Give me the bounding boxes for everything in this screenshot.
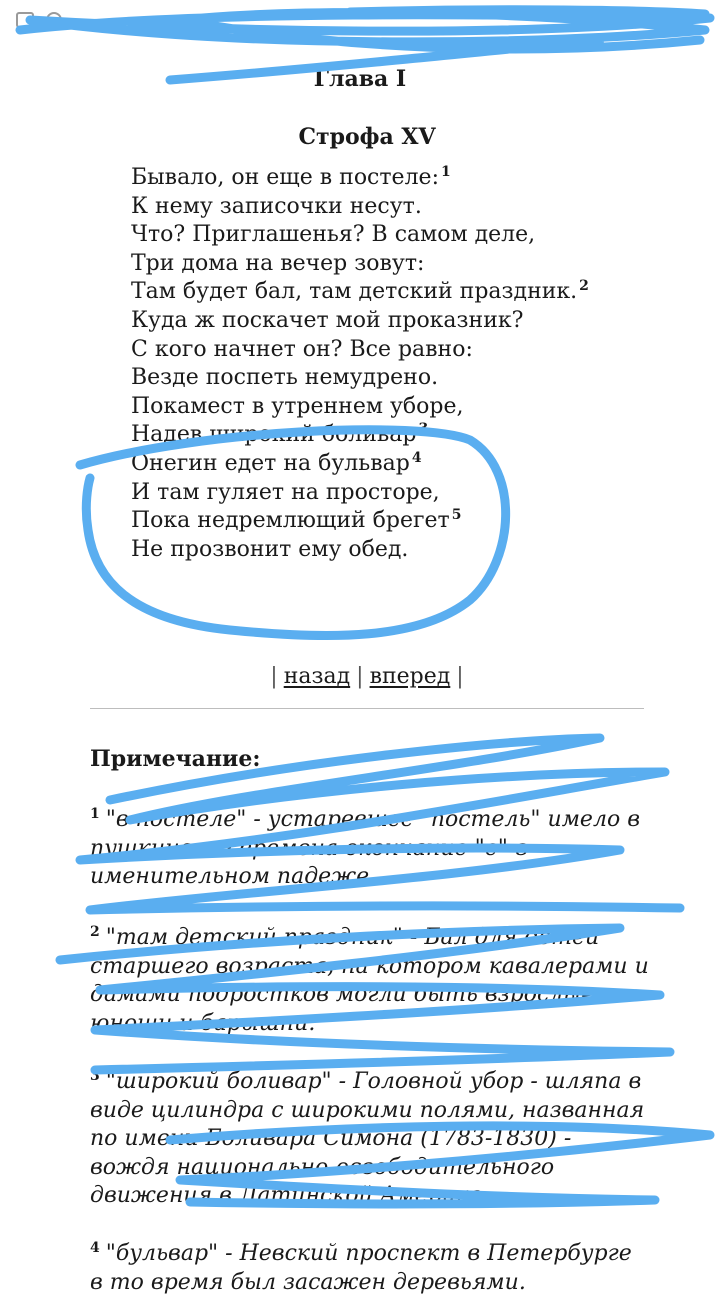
poem-line-text: Куда ж поскачет мой проказник? xyxy=(131,307,524,333)
footnote-number: 1 xyxy=(90,806,100,822)
nav-separator: | xyxy=(356,664,364,689)
footnote-text: "широкий боливар" - Головной убор - шляпа в виде цилиндра с широкими полями, названная по имени Боливара Симона (1783-1830) - вождя национально-освободительного движения в Латинской Америке. xyxy=(90,1069,645,1209)
poem-line-text: Бывало, он еще в постеле: xyxy=(131,165,439,190)
poem-stanza xyxy=(131,164,651,564)
footnote-text: "бульвар" - Невский проспект в Петербурге в то время был засажен деревьями. xyxy=(90,1241,632,1295)
footnote-reference[interactable]: 4 xyxy=(411,449,422,466)
footnote-number: 3 xyxy=(90,1068,100,1084)
poem-line xyxy=(131,164,651,193)
stanza-title: Строфа XV xyxy=(298,124,436,150)
poem-line-text: Три дома на вечер зовут: xyxy=(131,250,425,276)
poem-line-text: Там будет бал, там детский праздник. xyxy=(131,279,578,305)
poem-line xyxy=(131,336,651,365)
status-bar xyxy=(0,0,720,40)
poem-line-text: С кого начнет он? Все равно: xyxy=(131,336,473,362)
section-divider xyxy=(90,708,644,709)
stanza-navigation xyxy=(0,664,720,689)
poem-line xyxy=(131,536,651,565)
footnote xyxy=(90,1240,650,1297)
footnote-text: "там детский праздник" - Бал для детей старшего возраста, на котором кавалерами и дамами подростков могли быть взрослые юноши и барышни. xyxy=(90,925,649,1036)
footnote-reference[interactable]: 1 xyxy=(440,164,451,180)
poem-line-text: К нему записочки несут. xyxy=(131,193,422,219)
image-icon xyxy=(16,12,34,28)
poem-line-text: Надев широкий боливар xyxy=(131,422,417,448)
signal-icon xyxy=(690,12,708,28)
poem-line-text: Онегин едет на бульвар xyxy=(131,450,410,476)
poem-line xyxy=(131,450,651,479)
footnote-number: 4 xyxy=(90,1240,100,1256)
notes-title: Примечание: xyxy=(90,746,261,772)
footnote-reference[interactable]: 3 xyxy=(418,421,429,438)
poem-line xyxy=(131,221,651,250)
footnote-reference[interactable]: 2 xyxy=(579,278,589,295)
poem-line xyxy=(131,507,651,536)
poem-line-text: Покамест в утреннем уборе, xyxy=(131,393,464,419)
footnote-reference[interactable]: 5 xyxy=(451,507,462,524)
search-icon xyxy=(46,12,62,28)
poem-line xyxy=(131,479,651,508)
poem-line-text: Пока недремлющий брегет xyxy=(131,508,450,534)
nav-separator: | xyxy=(456,664,464,689)
footnote xyxy=(90,1068,650,1211)
footnote xyxy=(90,924,650,1038)
forward-link[interactable]: вперед xyxy=(369,664,451,689)
footnote-text: "в постеле" - устаревшее "постель" имело в пушкинские времена окончание "е" в именительном падеже. xyxy=(90,807,641,890)
poem-line xyxy=(131,278,651,307)
footnote xyxy=(90,806,650,892)
poem-line xyxy=(131,364,651,393)
back-link[interactable]: назад xyxy=(283,664,351,689)
poem-line-text: Не прозвонит ему обед. xyxy=(131,536,409,562)
poem-line xyxy=(131,193,651,222)
poem-line xyxy=(131,250,651,279)
poem-line-text: И там гуляет на просторе, xyxy=(131,479,440,505)
poem-line xyxy=(131,393,651,422)
nav-separator: | xyxy=(270,664,278,689)
poem-line-text: Везде поспеть немудрено. xyxy=(131,365,439,391)
poem-line xyxy=(131,307,651,336)
poem-line xyxy=(131,421,651,450)
poem-line-text: Что? Приглашенья? В самом деле, xyxy=(131,222,536,248)
chapter-title: Глава I xyxy=(313,66,407,92)
footnote-number: 2 xyxy=(90,924,100,940)
